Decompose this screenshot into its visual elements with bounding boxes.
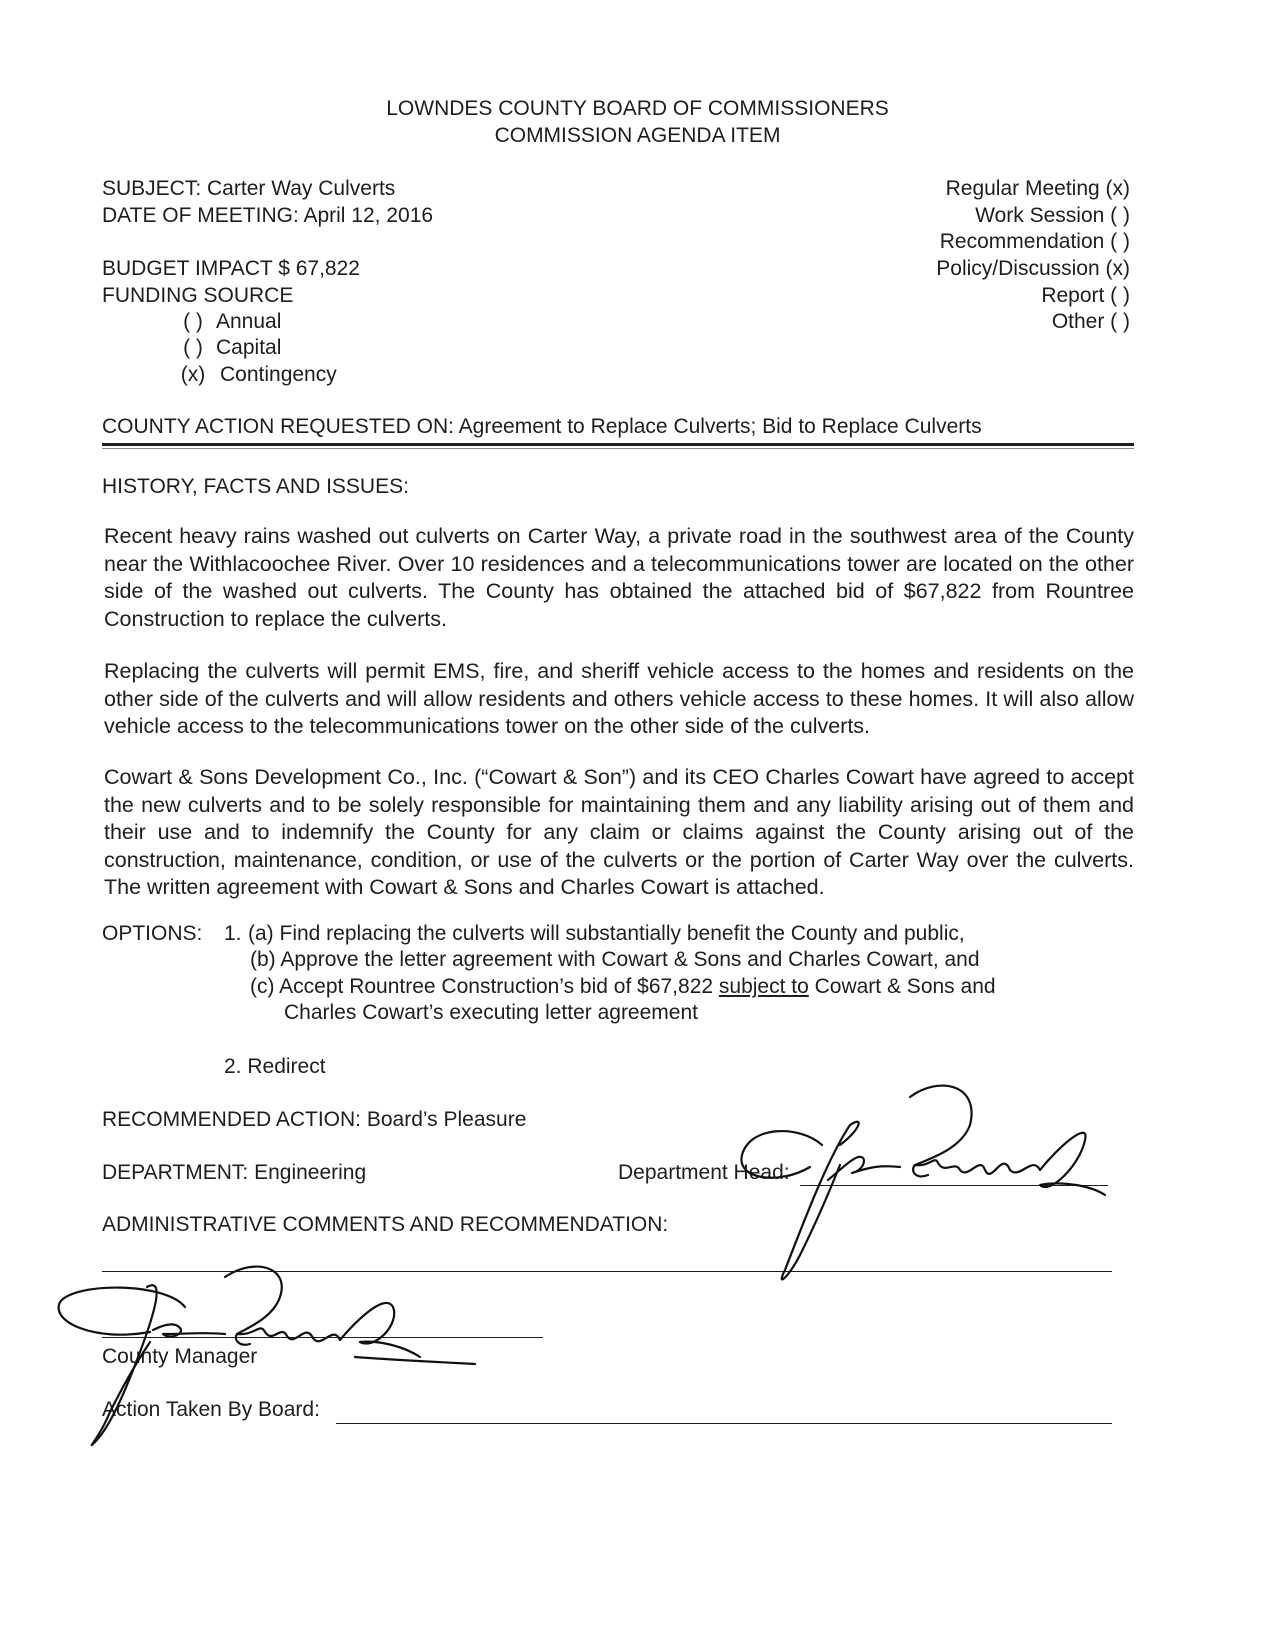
department: DEPARTMENT: Engineering — [102, 1161, 367, 1184]
options-label: OPTIONS: — [102, 922, 203, 945]
county-manager-label: County Manager — [102, 1345, 258, 1368]
county-action-requested: COUNTY ACTION REQUESTED ON: Agreement to Replace Culverts; Bid to Replace Culverts — [102, 415, 982, 438]
funding-contingency-mark: (x) — [180, 363, 206, 386]
funding-annual-mark: ( ) — [183, 310, 203, 333]
option-1c-text: (c) Accept Rountree Construction’s bid of $67,822 — [250, 975, 719, 998]
meeting-date: DATE OF MEETING: April 12, 2016 — [102, 204, 434, 227]
budget-impact: BUDGET IMPACT $ 67,822 — [102, 257, 360, 280]
administrative-comments-heading: ADMINISTRATIVE COMMENTS AND RECOMMENDATION: — [102, 1213, 669, 1236]
paragraph-washout: Recent heavy rains washed out culverts on Carter Way, a private road in the southwest area of the County near the Withlacoochee River. Over 10 residences and a telecommunications tower are located on the other side of the washed out culverts. The County has obtained the attached bid of $67,822 from Rountree Construction to replace the culverts. — [104, 524, 1134, 631]
funding-annual-label: Annual — [216, 310, 282, 333]
funding-capital-mark: ( ) — [183, 336, 203, 359]
option-1c-subject-to: subject to — [718, 975, 809, 998]
meeting-type-report: Report ( ) — [1041, 284, 1130, 307]
funding-source-label: FUNDING SOURCE — [102, 284, 294, 307]
option-1c — [250, 975, 996, 999]
paragraph-access: Replacing the culverts will permit EMS, fire, and sheriff vehicle access to the homes and residents on the other side of the culverts and will allow residents and others vehicle access to these homes. It will also allow vehicle access to the telecommunications tower on the other side of the culverts. — [104, 659, 1134, 738]
county-manager-signature — [55, 1262, 535, 1452]
meeting-type-regular: Regular Meeting (x) — [945, 177, 1130, 200]
document-subtitle: COMMISSION AGENDA ITEM — [494, 124, 781, 147]
recommended-action: RECOMMENDED ACTION: Board’s Pleasure — [102, 1108, 527, 1131]
document-title: LOWNDES COUNTY BOARD OF COMMISSIONERS — [386, 97, 889, 120]
meeting-type-other: Other ( ) — [1051, 310, 1130, 333]
meeting-type-policy-discussion: Policy/Discussion (x) — [936, 257, 1130, 280]
option-1c-continued: Charles Cowart’s executing letter agreement — [284, 1001, 698, 1024]
meeting-type-work-session: Work Session ( ) — [975, 204, 1130, 227]
history-heading: HISTORY, FACTS AND ISSUES: — [102, 475, 409, 498]
department-head-label: Department Head: — [618, 1161, 790, 1184]
department-head-signature — [740, 1085, 1140, 1295]
option-2-redirect: 2. Redirect — [224, 1055, 326, 1078]
subject-line: SUBJECT: Carter Way Culverts — [102, 177, 396, 200]
action-taken-label: Action Taken By Board: — [102, 1398, 320, 1421]
section-divider — [102, 443, 1134, 446]
option-1c-text-end: Cowart & Sons and — [808, 975, 996, 998]
section-divider-shadow — [102, 448, 1134, 449]
paragraph-agreement: Cowart & Sons Development Co., Inc. (“Cowart & Son”) and its CEO Charles Cowart have agreed to accept the new culverts and to be solely responsible for maintaining them and any liability arising out of them and their use and to indemnify the County for any claim or claims against the County arising out of the construction, maintenance, condition, or use of the culverts or the portion of Carter Way over the culverts. The written agreement with Cowart & Sons and Charles Cowart is attached. — [104, 765, 1134, 899]
funding-contingency-label: Contingency — [220, 363, 337, 386]
funding-capital-label: Capital — [216, 336, 282, 359]
meeting-type-recommendation: Recommendation ( ) — [939, 230, 1130, 253]
option-1-number: 1. — [224, 922, 242, 945]
option-1a: (a) Find replacing the culverts will substantially benefit the County and public, — [248, 922, 965, 945]
option-1b: (b) Approve the letter agreement with Cowart & Sons and Charles Cowart, and — [250, 948, 980, 971]
